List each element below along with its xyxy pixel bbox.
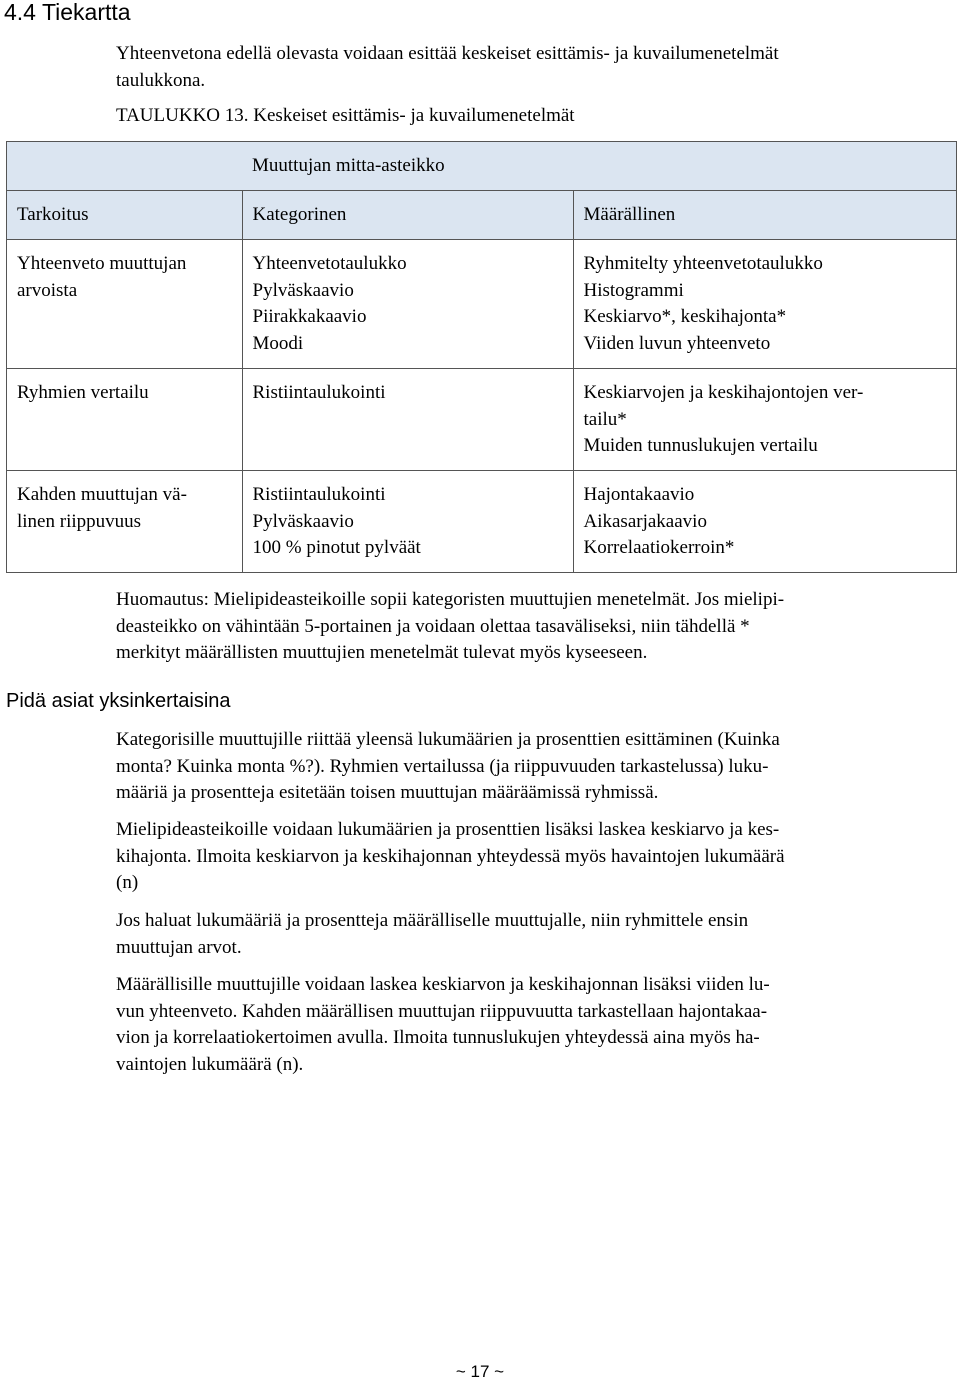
cell-line: Ristiintaulukointi [252, 382, 386, 403]
paragraph-line: muuttujan arvot. [116, 936, 242, 958]
cell-line: Pylväskaavio [252, 279, 354, 301]
header-purpose: Tarkoitus [7, 191, 243, 240]
paragraph [116, 727, 780, 807]
cell-line: tailu* [583, 408, 627, 430]
header-quantitative: Määrällinen [573, 191, 957, 240]
cell-line: Ryhmien vertailu [17, 382, 149, 403]
cell-line: Kahden muuttujan vä- [17, 484, 187, 505]
intro-line: Yhteenvetona edellä olevasta voidaan esittää keskeiset esittämis- ja kuvailumenetelmät [116, 43, 779, 64]
paragraph-line: Kategorisille muuttujille riittää yleensä lukumäärien ja prosenttien esittäminen (Kuinka [116, 729, 780, 750]
paragraph-line: vun yhteenveto. Kahden määrällisen muuttujan riippuvuutta tarkastellaan hajontakaa- [116, 1000, 768, 1022]
cell-line: arvoista [17, 279, 78, 301]
cell-line: Aikasarjakaavio [583, 510, 707, 532]
table-scale-row [7, 142, 957, 191]
paragraph-line: Jos haluat lukumääriä ja prosentteja määrälliselle muuttujalle, niin ryhmittele ensin [116, 910, 749, 931]
paragraph [116, 908, 748, 961]
section-heading: 4.4 Tiekartta [4, 0, 131, 25]
paragraph [116, 972, 770, 1078]
table-empty-cell [7, 142, 243, 191]
paragraph-line: Mielipideasteikoille voidaan lukumäärien ja prosenttien lisäksi laskea keskiarvo ja kes- [116, 819, 780, 840]
note-line: deasteikko on vähintään 5-portainen ja voidaan olettaa tasaväliseksi, niin tähdellä * [116, 615, 750, 637]
intro-line: taulukkona. [116, 69, 206, 91]
paragraph-line: vaintojen lukumäärä (n). [116, 1053, 304, 1075]
cell-line: Moodi [252, 332, 304, 354]
cell-line: Pylväskaavio [252, 510, 354, 532]
paragraph-line: Määrällisille muuttujille voidaan laskea keskiarvon ja keskihajonnan lisäksi viiden lu- [116, 974, 770, 995]
cell-line: Yhteenveto muuttujan [17, 253, 187, 274]
row-quantitative [573, 471, 957, 573]
scale-header: Muuttujan mitta-asteikko [242, 142, 957, 191]
note-line: merkityt määrällisten muuttujien menetelmät tulevat myös kyseeseen. [116, 642, 648, 663]
table-note [116, 587, 784, 667]
paragraph [116, 817, 785, 897]
table-row [7, 471, 957, 573]
cell-line: 100 % pinotut pylväät [252, 537, 421, 558]
cell-line: Hajontakaavio [583, 484, 695, 505]
page-number: ~ 17 ~ [455, 1362, 505, 1381]
intro-text [116, 41, 779, 94]
cell-line: Yhteenvetotaulukko [252, 253, 407, 274]
row-categorical [242, 369, 573, 471]
paragraph-line: määriä ja prosentteja esitetään toisen muuttujan määräämissä ryhmissä. [116, 782, 659, 803]
paragraph-line: vion ja korrelaatiokertoimen avulla. Ilmoita tunnuslukujen yhteydessä aina myös ha- [116, 1027, 760, 1048]
subheading: Pidä asiat yksinkertaisina [6, 690, 231, 712]
row-quantitative [573, 369, 957, 471]
cell-line: Viiden luvun yhteenveto [583, 332, 771, 354]
paragraph-line: monta? Kuinka monta %?). Ryhmien vertailussa (ja riippuvuuden tarkastelussa) luku- [116, 755, 769, 777]
table-row [7, 369, 957, 471]
header-categorical: Kategorinen [242, 191, 573, 240]
table-row [7, 240, 957, 369]
row-categorical [242, 240, 573, 369]
row-purpose [7, 369, 243, 471]
cell-line: Ristiintaulukointi [252, 484, 386, 505]
note-line: Huomautus: Mielipideasteikoille sopii kategoristen muuttujien menetelmät. Jos mielipi- [116, 589, 785, 610]
table-header-row [7, 191, 957, 240]
paragraph-line: (n) [116, 872, 139, 893]
row-categorical [242, 471, 573, 573]
cell-line: Keskiarvojen ja keskihajontojen ver- [583, 382, 864, 403]
row-purpose [7, 240, 243, 369]
cell-line: Muiden tunnuslukujen vertailu [583, 435, 818, 456]
cell-line: Histogrammi [583, 279, 684, 301]
cell-line: Korrelaatiokerroin* [583, 537, 735, 558]
cell-line: Piirakkakaavio [252, 306, 367, 327]
paragraph-line: kihajonta. Ilmoita keskiarvon ja keskihajonnan yhteydessä myös havaintojen lukumäärä [116, 845, 785, 867]
cell-line: Ryhmitelty yhteenvetotaulukko [583, 253, 823, 274]
methods-table [6, 141, 957, 573]
cell-line: linen riippuvuus [17, 510, 142, 532]
cell-line: Keskiarvo*, keskihajonta* [583, 306, 787, 327]
row-purpose [7, 471, 243, 573]
table-caption: TAULUKKO 13. Keskeiset esittämis- ja kuvailumenetelmät [116, 105, 575, 126]
row-quantitative [573, 240, 957, 369]
